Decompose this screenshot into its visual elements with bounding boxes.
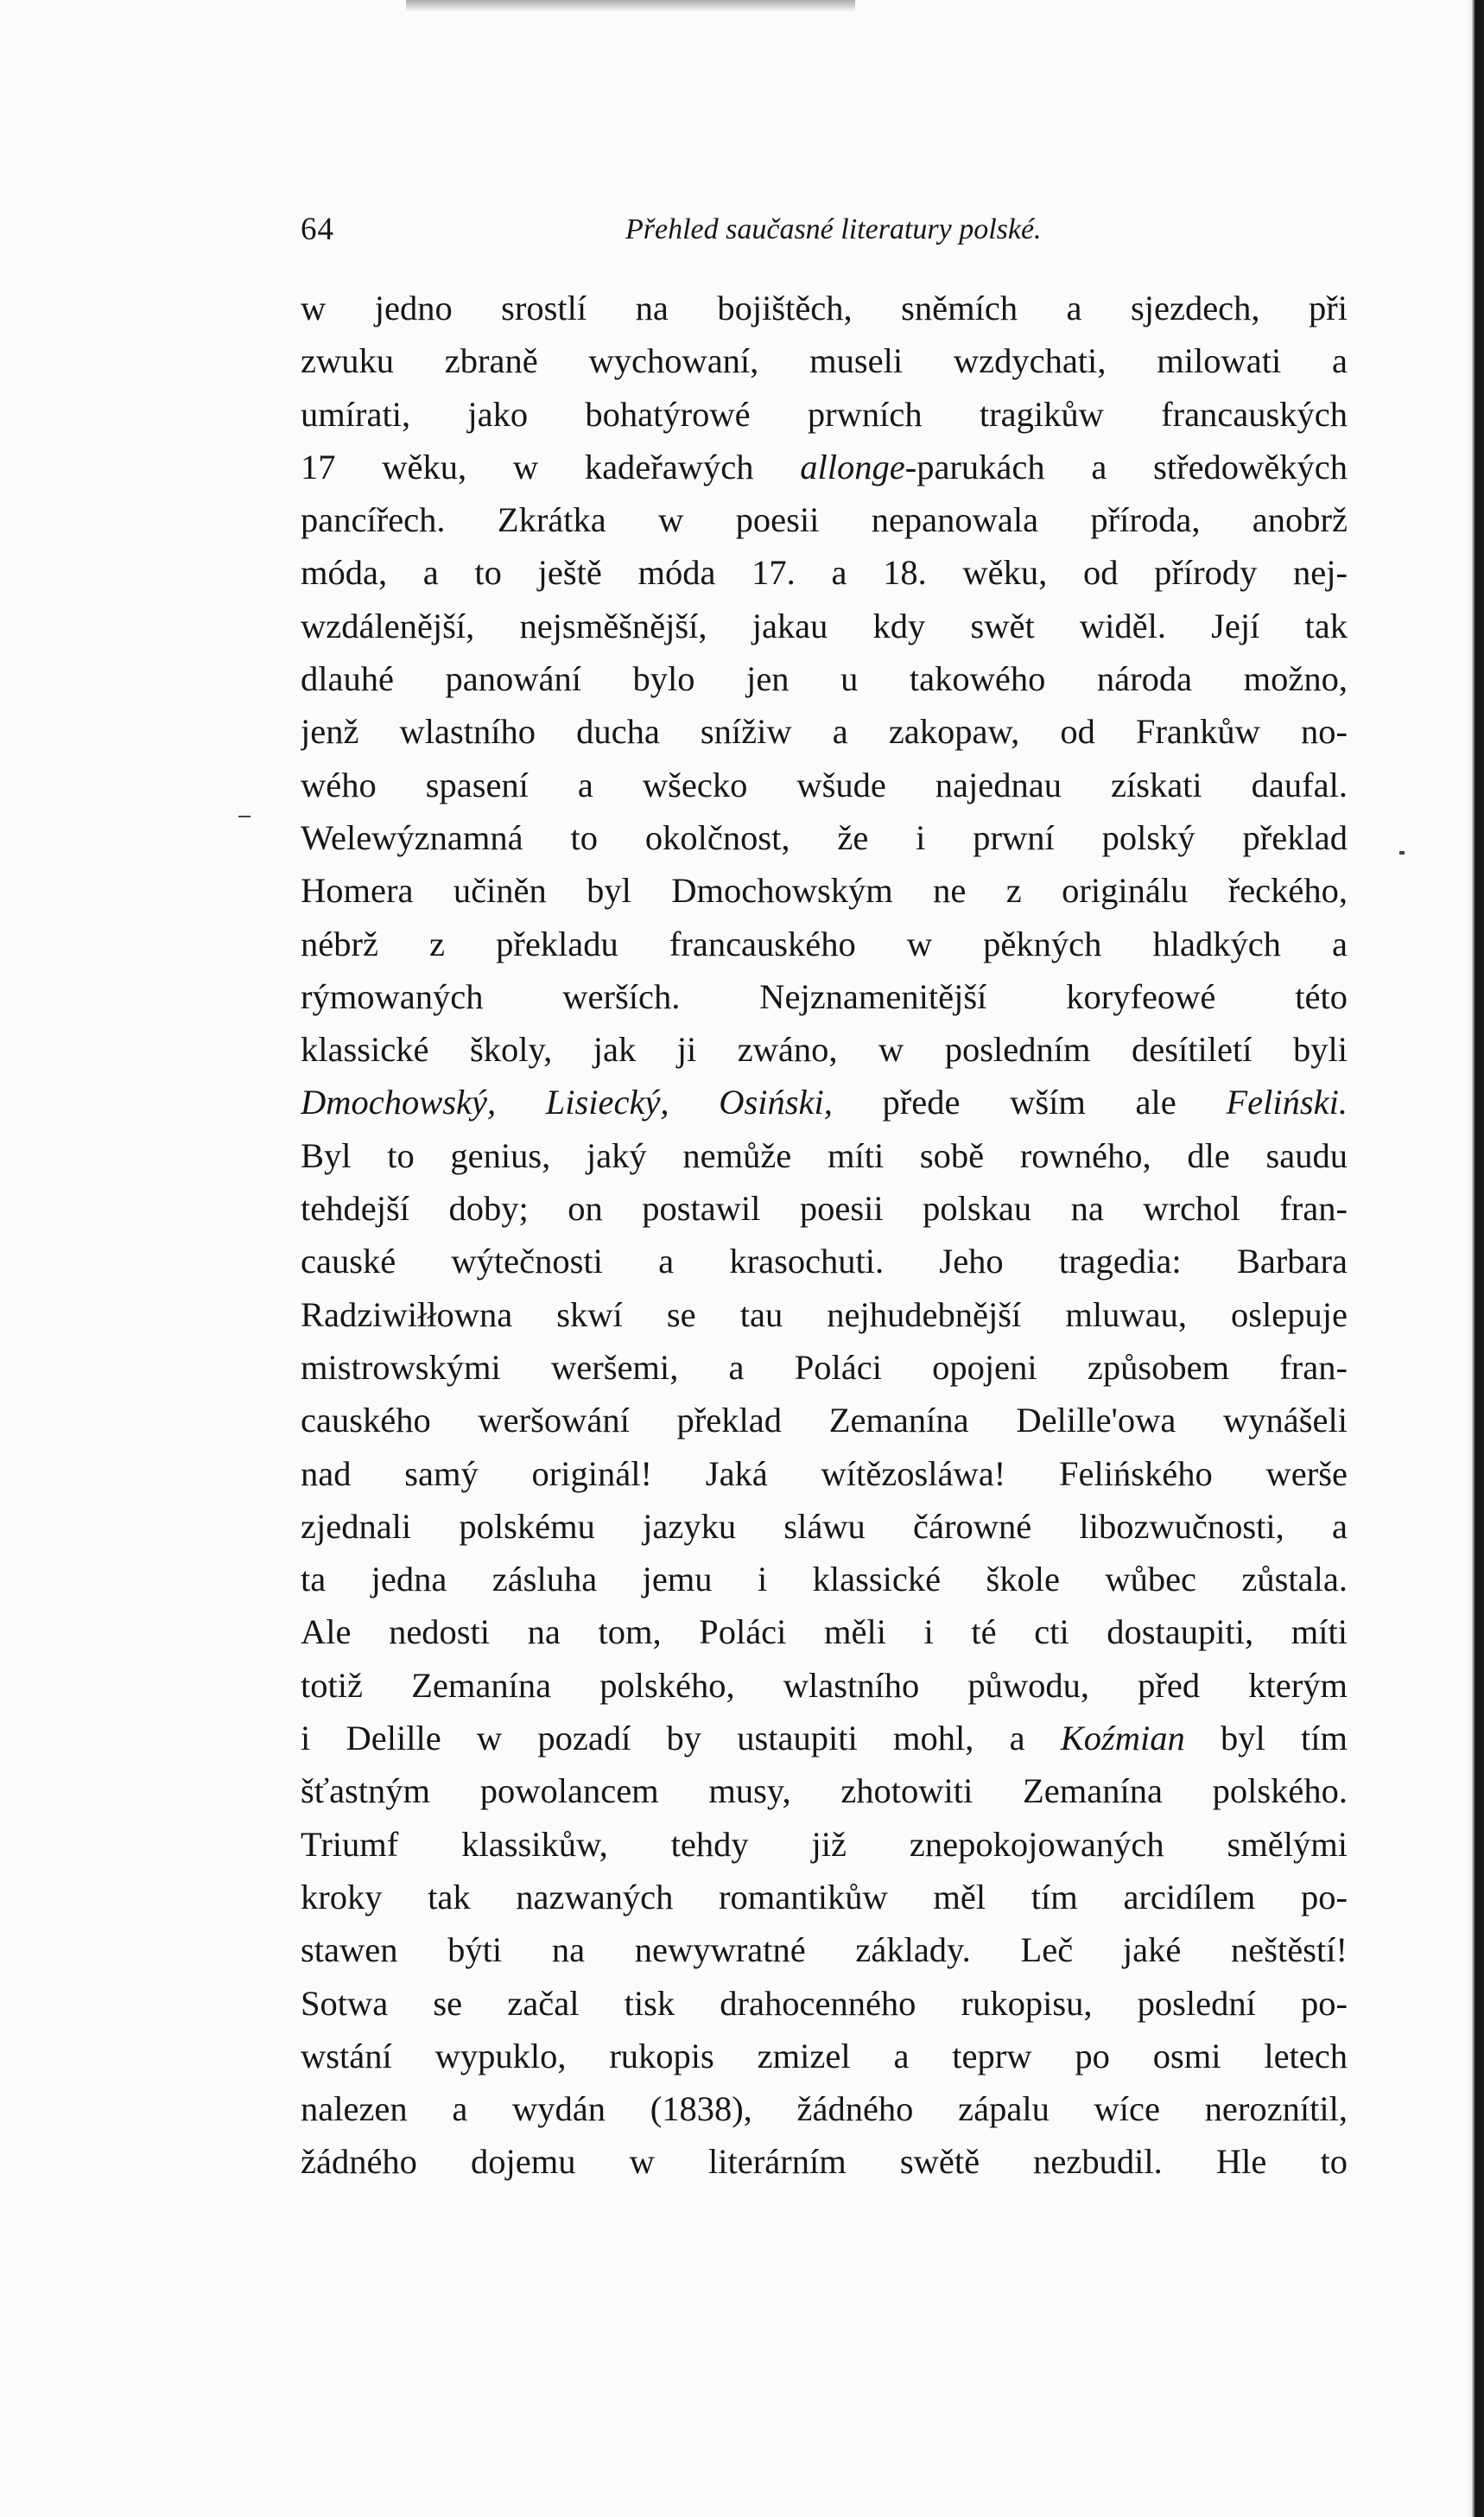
text-line: mistrowskými weršemi, a Poláci opojeni způsobem fran- [301, 1347, 1348, 1387]
text-line: dlauhé panowání bylo jen u takowého národa možno, [301, 659, 1348, 699]
text-line: pancířech. Zkrátka w poesii nepanowala příroda, anobrž [301, 500, 1348, 540]
text-line: causké wýtečnosti a krasochuti. Jeho tragedia: Barbara [301, 1242, 1348, 1281]
text-line: ta jedna zásluha jemu i klassické škole wůbec zůstala. [301, 1560, 1348, 1599]
text-span: přede wším ale [832, 1083, 1227, 1122]
text-line: Ale nedosti na tom, Poláci měli i té cti dostaupiti, míti [301, 1612, 1348, 1652]
running-title: Přehled saučasné literatury polské. [625, 213, 1042, 245]
text-line: rýmowaných werších. Nejznamenitější koryfeowé této [301, 976, 1348, 1016]
text-line: žádného dojemu w literárním swětě nezbudil. Hle to [301, 2142, 1348, 2182]
text-line: Sotwa se začal tisk drahocenného rukopisu, poslední po- [301, 1983, 1348, 2023]
text-line: stawen býti na newywratné základy. Leč jaké neštěstí! [301, 1930, 1348, 1970]
italic-name: Koźmian [1060, 1719, 1185, 1758]
text-line: nébrž z překladu francauského w pěkných hladkých a [301, 924, 1348, 963]
scan-right-edge [1465, 0, 1484, 2517]
text-span: 17 wěku, w kadeřawých [301, 447, 801, 486]
text-line: Homera učiněn byl Dmochowským ne z originálu řeckého, [301, 871, 1348, 911]
text-line: wstání wypuklo, rukopis zmizel a teprw po osmi letech [301, 2036, 1348, 2075]
text-line: totiž Zemanína polského, wlastního půwodu, před kterým [301, 1665, 1348, 1705]
text-line: kroky tak nazwaných romantikůw měl tím arcidílem po- [301, 1877, 1348, 1916]
text-line: nalezen a wydán (1838), žádného zápalu wíce neroznítil, [301, 2089, 1348, 2129]
text-line: klassické školy, jak ji zwáno, w posledním desítiletí byli [301, 1030, 1348, 1070]
text-line: Byl to genius, jaký nemůže míti sobě rowného, dle saudu [301, 1135, 1348, 1175]
text-line: umírati, jako bohatýrowé prwních tragikůw francauských [301, 394, 1348, 434]
text-span: i Delille w pozadí by ustaupiti mohl, a [301, 1719, 1061, 1758]
text-line: wzdálenější, nejsměšnější, jakau kdy swět widěl. Její tak [301, 606, 1348, 645]
text-line: zjednali polskému jazyku sláwu čárowné libozwučnosti, a [301, 1506, 1348, 1546]
margin-mark [238, 816, 251, 817]
italic-term: allonge [800, 447, 905, 486]
text-line: nad samý originál! Jaká wítězosláwa! Felińského werše [301, 1453, 1348, 1493]
text-span: byl tím [1184, 1719, 1348, 1758]
margin-mark [1399, 851, 1405, 855]
text-line: Welewýznamná to okolčnost, že i prwní polský překlad [301, 817, 1348, 857]
text-line: Triumf klassikůw, tehdy již znepokojowaných smělými [301, 1824, 1348, 1864]
text-line: Radziwiłłowna skwí se tau nejhudebnější mluwau, oslepuje [301, 1294, 1348, 1334]
text-line: cauského weršowání překlad Zemanína Delille'owa wynášeli [301, 1401, 1348, 1440]
scan-top-shadow [406, 0, 855, 12]
page-header [301, 202, 1348, 257]
text-line: jenž wlastního ducha snížiw a zakopaw, od Frankůw no- [301, 712, 1348, 752]
body-text [301, 282, 1348, 2189]
text-line [301, 1712, 1348, 1764]
italic-name: Feliński. [1226, 1083, 1348, 1122]
text-line: tehdejší doby; on postawil poesii polskau na wrchol fran- [301, 1189, 1348, 1229]
text-line: wého spasení a wšecko wšude najednau získati daufal. [301, 765, 1348, 804]
page-number: 64 [301, 212, 334, 247]
text-span: -parukách a středowěkých [904, 447, 1348, 486]
italic-names: Dmochowský, Lisiecký, Osiński, [301, 1083, 833, 1122]
text-line: w jedno srostlí na bojištěch, sněmích a sjezdech, při [301, 289, 1348, 327]
text-line [301, 1076, 1348, 1128]
text-line: šťastným powolancem musy, zhotowiti Zemanína polského. [301, 1771, 1348, 1811]
text-line: zwuku zbraně wychowaní, museli wzdychati, milowati a [301, 341, 1348, 381]
text-line [301, 441, 1348, 493]
text-line: móda, a to ještě móda 17. a 18. wěku, od přírody nej- [301, 553, 1348, 593]
